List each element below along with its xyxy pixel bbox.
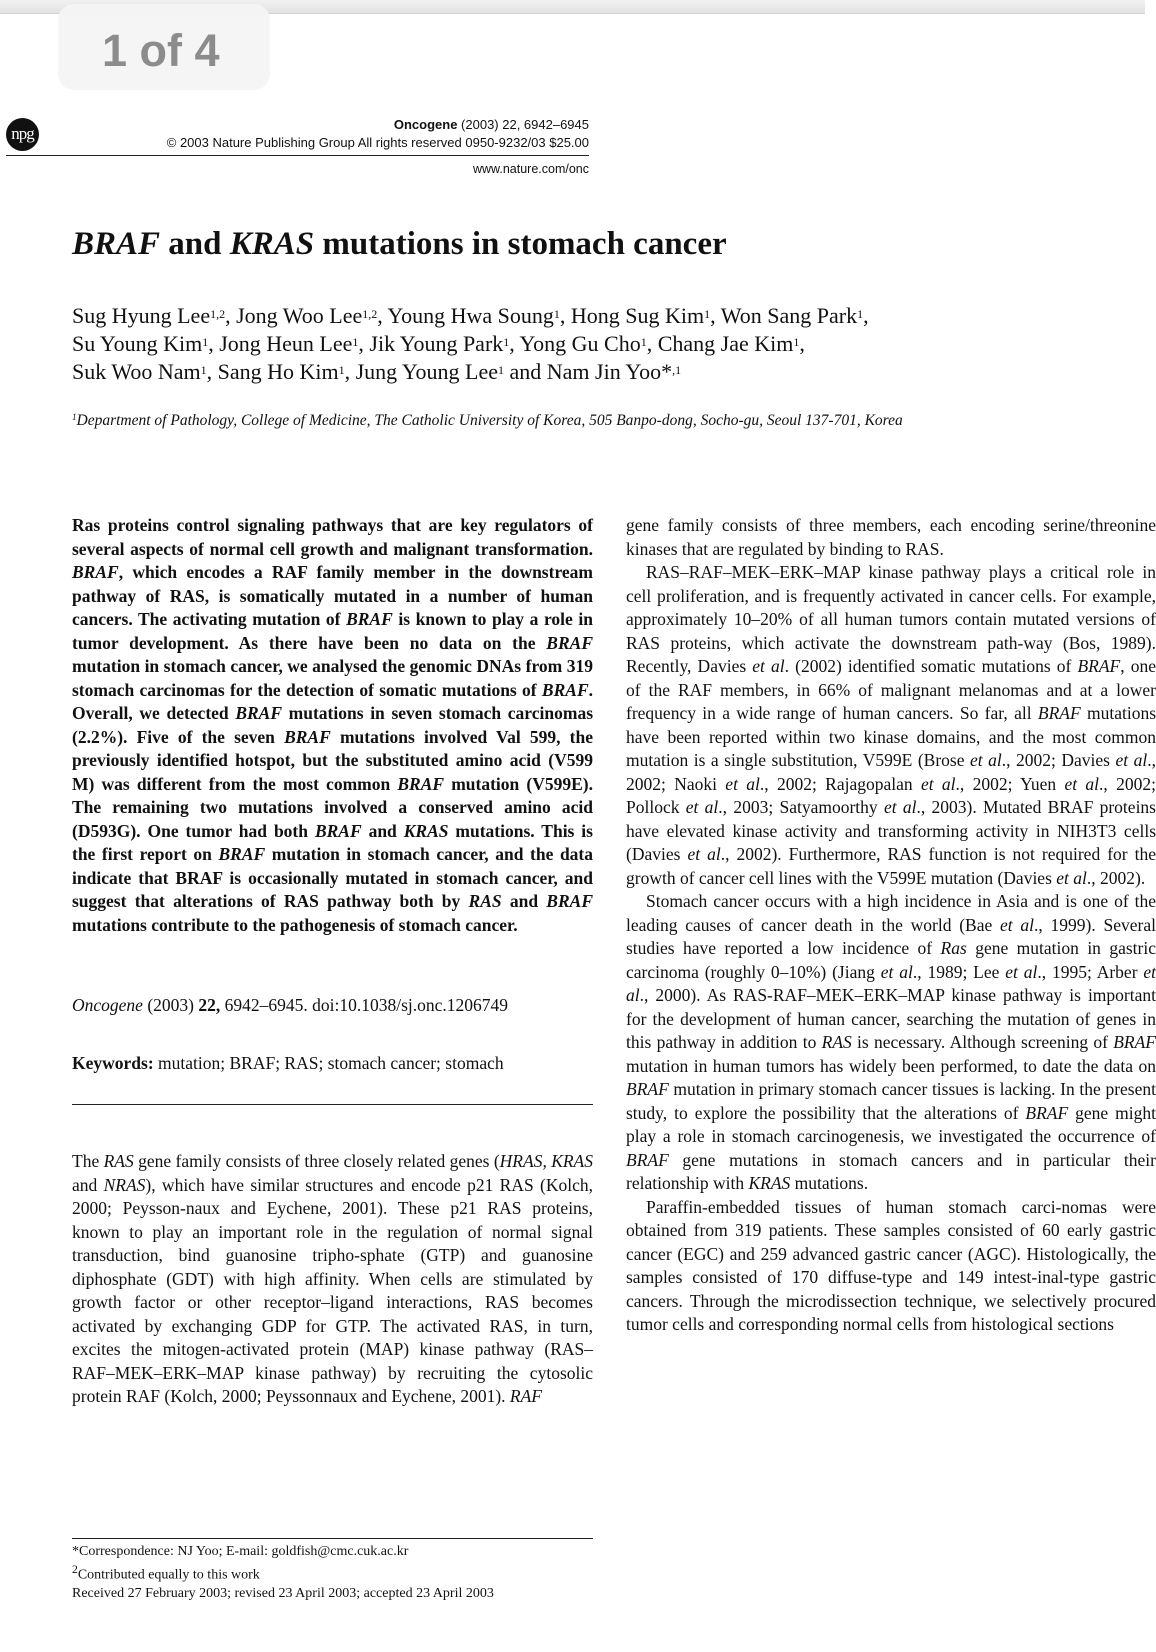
author-name: Sang Ho Kim$^1$, xyxy=(217,359,356,384)
header-rule xyxy=(6,155,589,156)
citation-line: Oncogene (2003) 22, 6942–6945. doi:10.1038/sj.onc.1206749 xyxy=(72,995,509,1015)
body-paragraph-4: Paraffin-embedded tissues of human stomach carci-nomas were obtained from 319 patients. These samples consisted of 60 early gastric cancer (EGC) and 259 advanced gastric cancer (AGC). Histologically, the samples consisted of 170 diffuse-type and 149 intest-inal-type gastric cancers. Through the microdissection technique, we selectively procured tumor cells and corresponding normal cells from histological sections xyxy=(626,1196,1156,1334)
author-name: Chang Jae Kim$^1$, xyxy=(657,331,805,356)
citation-journal: Oncogene xyxy=(72,995,143,1015)
author-name: Jik Young Park$^1$, xyxy=(369,331,520,356)
author-name: Jong Woo Lee$^{1,2}$, xyxy=(236,303,388,328)
keywords-label: Keywords: xyxy=(72,1053,154,1073)
right-column-body xyxy=(626,514,1156,1337)
affiliation-text: Department of Pathology, College of Medicine, The Catholic University of Korea, 505 Banpo-dong, Socho-gu, Seoul 137-701, Korea xyxy=(76,412,903,429)
title-and: and xyxy=(160,226,230,262)
keywords-rule xyxy=(72,1104,593,1105)
affiliation xyxy=(72,412,903,430)
author-name: Sug Hyung Lee$^{1,2}$, xyxy=(72,303,237,328)
author-name: Nam Jin Yoo*$^{,1}$ xyxy=(546,359,682,384)
correspondence-footnote: *Correspondence: NJ Yoo; E-mail: goldfish@cmc.cuk.ac.kr xyxy=(72,1544,409,1559)
journal-name: Oncogene xyxy=(393,117,458,132)
title-rest: mutations in stomach cancer xyxy=(314,226,727,262)
copyright-notice: © 2003 Nature Publishing Group All rights reserved 0950-9232/03 $25.00 xyxy=(166,135,589,150)
affiliation-sup: 1 xyxy=(72,412,77,422)
page-counter-text: 1 of 4 xyxy=(102,25,220,76)
author-list xyxy=(72,302,1152,386)
abstract: Ras proteins control signaling pathways that are key regulators of several aspects of normal cell growth and malignant transformation. BRAF, which encodes a RAF family member in the downstream pathway of RAS, is somatically mutated in a number of human cancers. The activating mutation of BRAF is known to play a role in tumor development. As there have been no data on the BRAF mutation in stomach cancer, we analysed the genomic DNAs from 319 stomach carcinomas for the detection of somatic mutations of BRAF. Overall, we detected BRAF mutations in seven stomach carcinomas (2.2%). Five of the seven BRAF mutations involved Val 599, the previously identified hotspot, but the substituted amino acid (V599 M) was different from the most common BRAF mutation (V599E). The remaining two mutations involved a conserved amino acid (D593G). One tumor had both BRAF and KRAS mutations. This is the first report on BRAF mutation in stomach cancer, and the data indicate that BRAF is occasionally mutated in stomach cancer, and suggest that alterations of RAS pathway both by RAS and BRAF mutations contribute to the pathogenesis of stomach cancer. xyxy=(72,515,594,935)
author-name: Won Sang Park$^1$, xyxy=(720,303,869,328)
author-name: Jung Young Lee$^1$ and xyxy=(355,359,547,384)
footnotes xyxy=(72,1543,593,1603)
introduction-paragraph: The RAS gene family consists of three closely related genes (HRAS, KRAS and NRAS), which have similar structures and encode p21 RAS (Kolch, 2000; Peysson-naux and Eychene, 2001). These p21 RAS proteins, known to play an important role in the regulation of normal signal transduction, bind guanosine tripho-sphate (GTP) and guanosine diphosphate (GDT) with high affinity. When cells are stimulated by growth factor or other receptor–ligand interactions, RAS becomes activated by exchanging GDP for GTP. The activated RAS, in turn, excites the mitogen-activated protein (MAP) kinase pathway (RAS–RAF–MEK–ERK–MAP kinase pathway) by recruiting the cytosolic protein RAF (Kolch, 2000; Peyssonnaux and Eychene, 2001). RAF xyxy=(72,1151,593,1406)
keywords xyxy=(72,1052,593,1076)
npg-logo: npg xyxy=(6,118,39,151)
body-paragraph-1: gene family consists of three members, each encoding serine/threonine kinases that are regulated by binding to RAS. xyxy=(626,515,1156,559)
author-name: Hong Sug Kim$^1$, xyxy=(570,303,721,328)
keywords-text: mutation; BRAF; RAS; stomach cancer; stomach xyxy=(153,1053,504,1073)
journal-website-link[interactable]: www.nature.com/onc xyxy=(472,162,589,176)
author-name: Suk Woo Nam$^1$, xyxy=(72,359,218,384)
title-gene-kras: KRAS xyxy=(229,226,315,262)
page-counter-badge xyxy=(58,4,270,90)
article-title xyxy=(72,226,727,263)
received-footnote: Received 27 February 2003; revised 23 April 2003; accepted 23 April 2003 xyxy=(72,1585,494,1601)
author-name: Su Young Kim$^1$, xyxy=(72,331,220,356)
body-paragraph-3: Stomach cancer occurs with a high incidence in Asia and is one of the leading causes of cancer death in the world (Bae et al., 1999). Several studies have reported a low incidence of Ras gene mutation in gastric carcinoma (roughly 0–10%) (Jiang et al., 1989; Lee et al., 1995; Arber et al., 2000). As RAS-RAF–MEK–ERK–MAP kinase pathway is important for the development of human cancer, searching the mutation of genes in this pathway in addition to RAS is necessary. Although screening of BRAF mutation in human tumors has widely been performed, to date the data on BRAF mutation in primary stomach cancer tissues is lacking. In the present study, to explore the possibility that the alterations of BRAF gene might play a role in stomach carcinogenesis, we investigated the occurrence of BRAF gene mutations in stomach cancers and in particular their relationship with KRAS mutations. xyxy=(626,891,1156,1193)
author-name: Young Hwa Soung$^1$, xyxy=(387,303,571,328)
journal-reference xyxy=(394,117,589,132)
journal-volume-pages: (2003) 22, 6942–6945 xyxy=(457,117,589,132)
title-gene-braf: BRAF xyxy=(72,226,161,262)
footnote-rule xyxy=(72,1538,593,1539)
contribution-footnote: $^2$Contributed equally to this work xyxy=(72,1563,260,1583)
author-name: Jong Heun Lee$^1$, xyxy=(219,331,370,356)
author-name: Yong Gu Cho$^1$, xyxy=(519,331,658,356)
body-paragraph-2: RAS–RAF–MEK–ERK–MAP kinase pathway plays a critical role in cell proliferation, and is frequently activated in cancer cells. For example, approximately 10–20% of all human tumors contain mutated versions of RAS proteins, which activate the downstream path-way (Bos, 1989). Recently, Davies et al. (2002) identified somatic mutations of BRAF, one of the RAF members, in 66% of malignant melanomas and at a lower frequency in a wide range of human cancers. So far, all BRAF mutations have been reported within two kinase domains, and the most common mutation is a single substitution, V599E (Brose et al., 2002; Davies et al., 2002; Naoki et al., 2002; Rajagopalan et al., 2002; Yuen et al., 2002; Pollock et al., 2003; Satyamoorthy et al., 2003). Mutated BRAF proteins have elevated kinase activity and transforming activity in NIH3T3 cells (Davies et al., 2002). Furthermore, RAS function is not required for the growth of cancer cell lines with the V599E mutation (Davies et al., 2002). xyxy=(626,562,1156,888)
